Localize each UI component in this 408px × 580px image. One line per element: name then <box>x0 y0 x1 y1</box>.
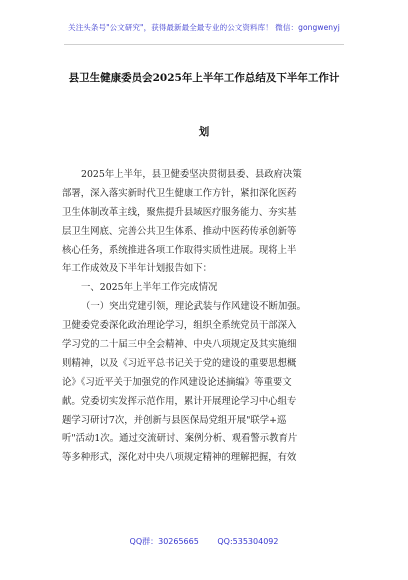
body-line: 部署，深入落实新时代卫生健康工作方针，紧扣深化医药 <box>62 187 297 199</box>
document-body <box>62 166 342 468</box>
footer-qq-group: QQ群：30265665 <box>129 537 199 546</box>
top-banner-ad: 关注头条号"公文研究"，获得最新最全最专业的公文资料库！ 微信：gongwenyj <box>68 23 340 32</box>
body-line: 核心任务，系统推进各项工作取得实质性进展。现将上半 <box>62 244 297 256</box>
body-line: 听"活动1次。通过交流研讨、案例分析、观看警示教育片 <box>62 433 298 445</box>
subsection-heading: （一）突出党建引领，理论武装与作风建设不断加强。 <box>81 301 307 313</box>
body-line: 则精神，以及《习近平总书记关于党的建设的重要思想概 <box>62 357 297 369</box>
body-line: 卫生体制改革主线，聚焦提升县域医疗服务能力、夯实基 <box>62 206 297 218</box>
banner-divider <box>64 44 344 45</box>
body-line: 层卫生网底、完善公共卫生体系、推动中医药传承创新等 <box>62 225 297 237</box>
document-title: 县卫生健康委员会2025年上半年工作总结及下半年工作计 <box>68 72 340 84</box>
document-title-continued: 划 <box>198 126 210 138</box>
body-line: 献。党委切实发挥示范作用，累计开展理论学习中心组专 <box>62 395 297 407</box>
footer-contact <box>0 536 408 547</box>
body-line: 年工作成效及下半年计划报告如下： <box>62 263 213 275</box>
section-heading: 一、2025年上半年工作完成情况 <box>81 282 218 294</box>
footer-qq-number: QQ:535304092 <box>217 537 279 546</box>
body-line: 学习党的二十届三中全会精神、中央八项规定及其实施细 <box>62 339 297 351</box>
body-line: 等多种形式，深化对中央八项规定精神的理解把握，有效 <box>62 452 297 464</box>
body-line: 卫健委党委深化政治理论学习，组织全系统党员干部深入 <box>62 320 297 332</box>
body-line: 2025年上半年，县卫健委坚决贯彻县委、县政府决策 <box>81 169 302 180</box>
body-line: 题学习研讨7次，并创新与县医保局党组开展"联学+巡 <box>62 414 287 426</box>
body-line: 论》《习近平关于加强党的作风建设论述摘编》等重要文 <box>62 376 292 388</box>
